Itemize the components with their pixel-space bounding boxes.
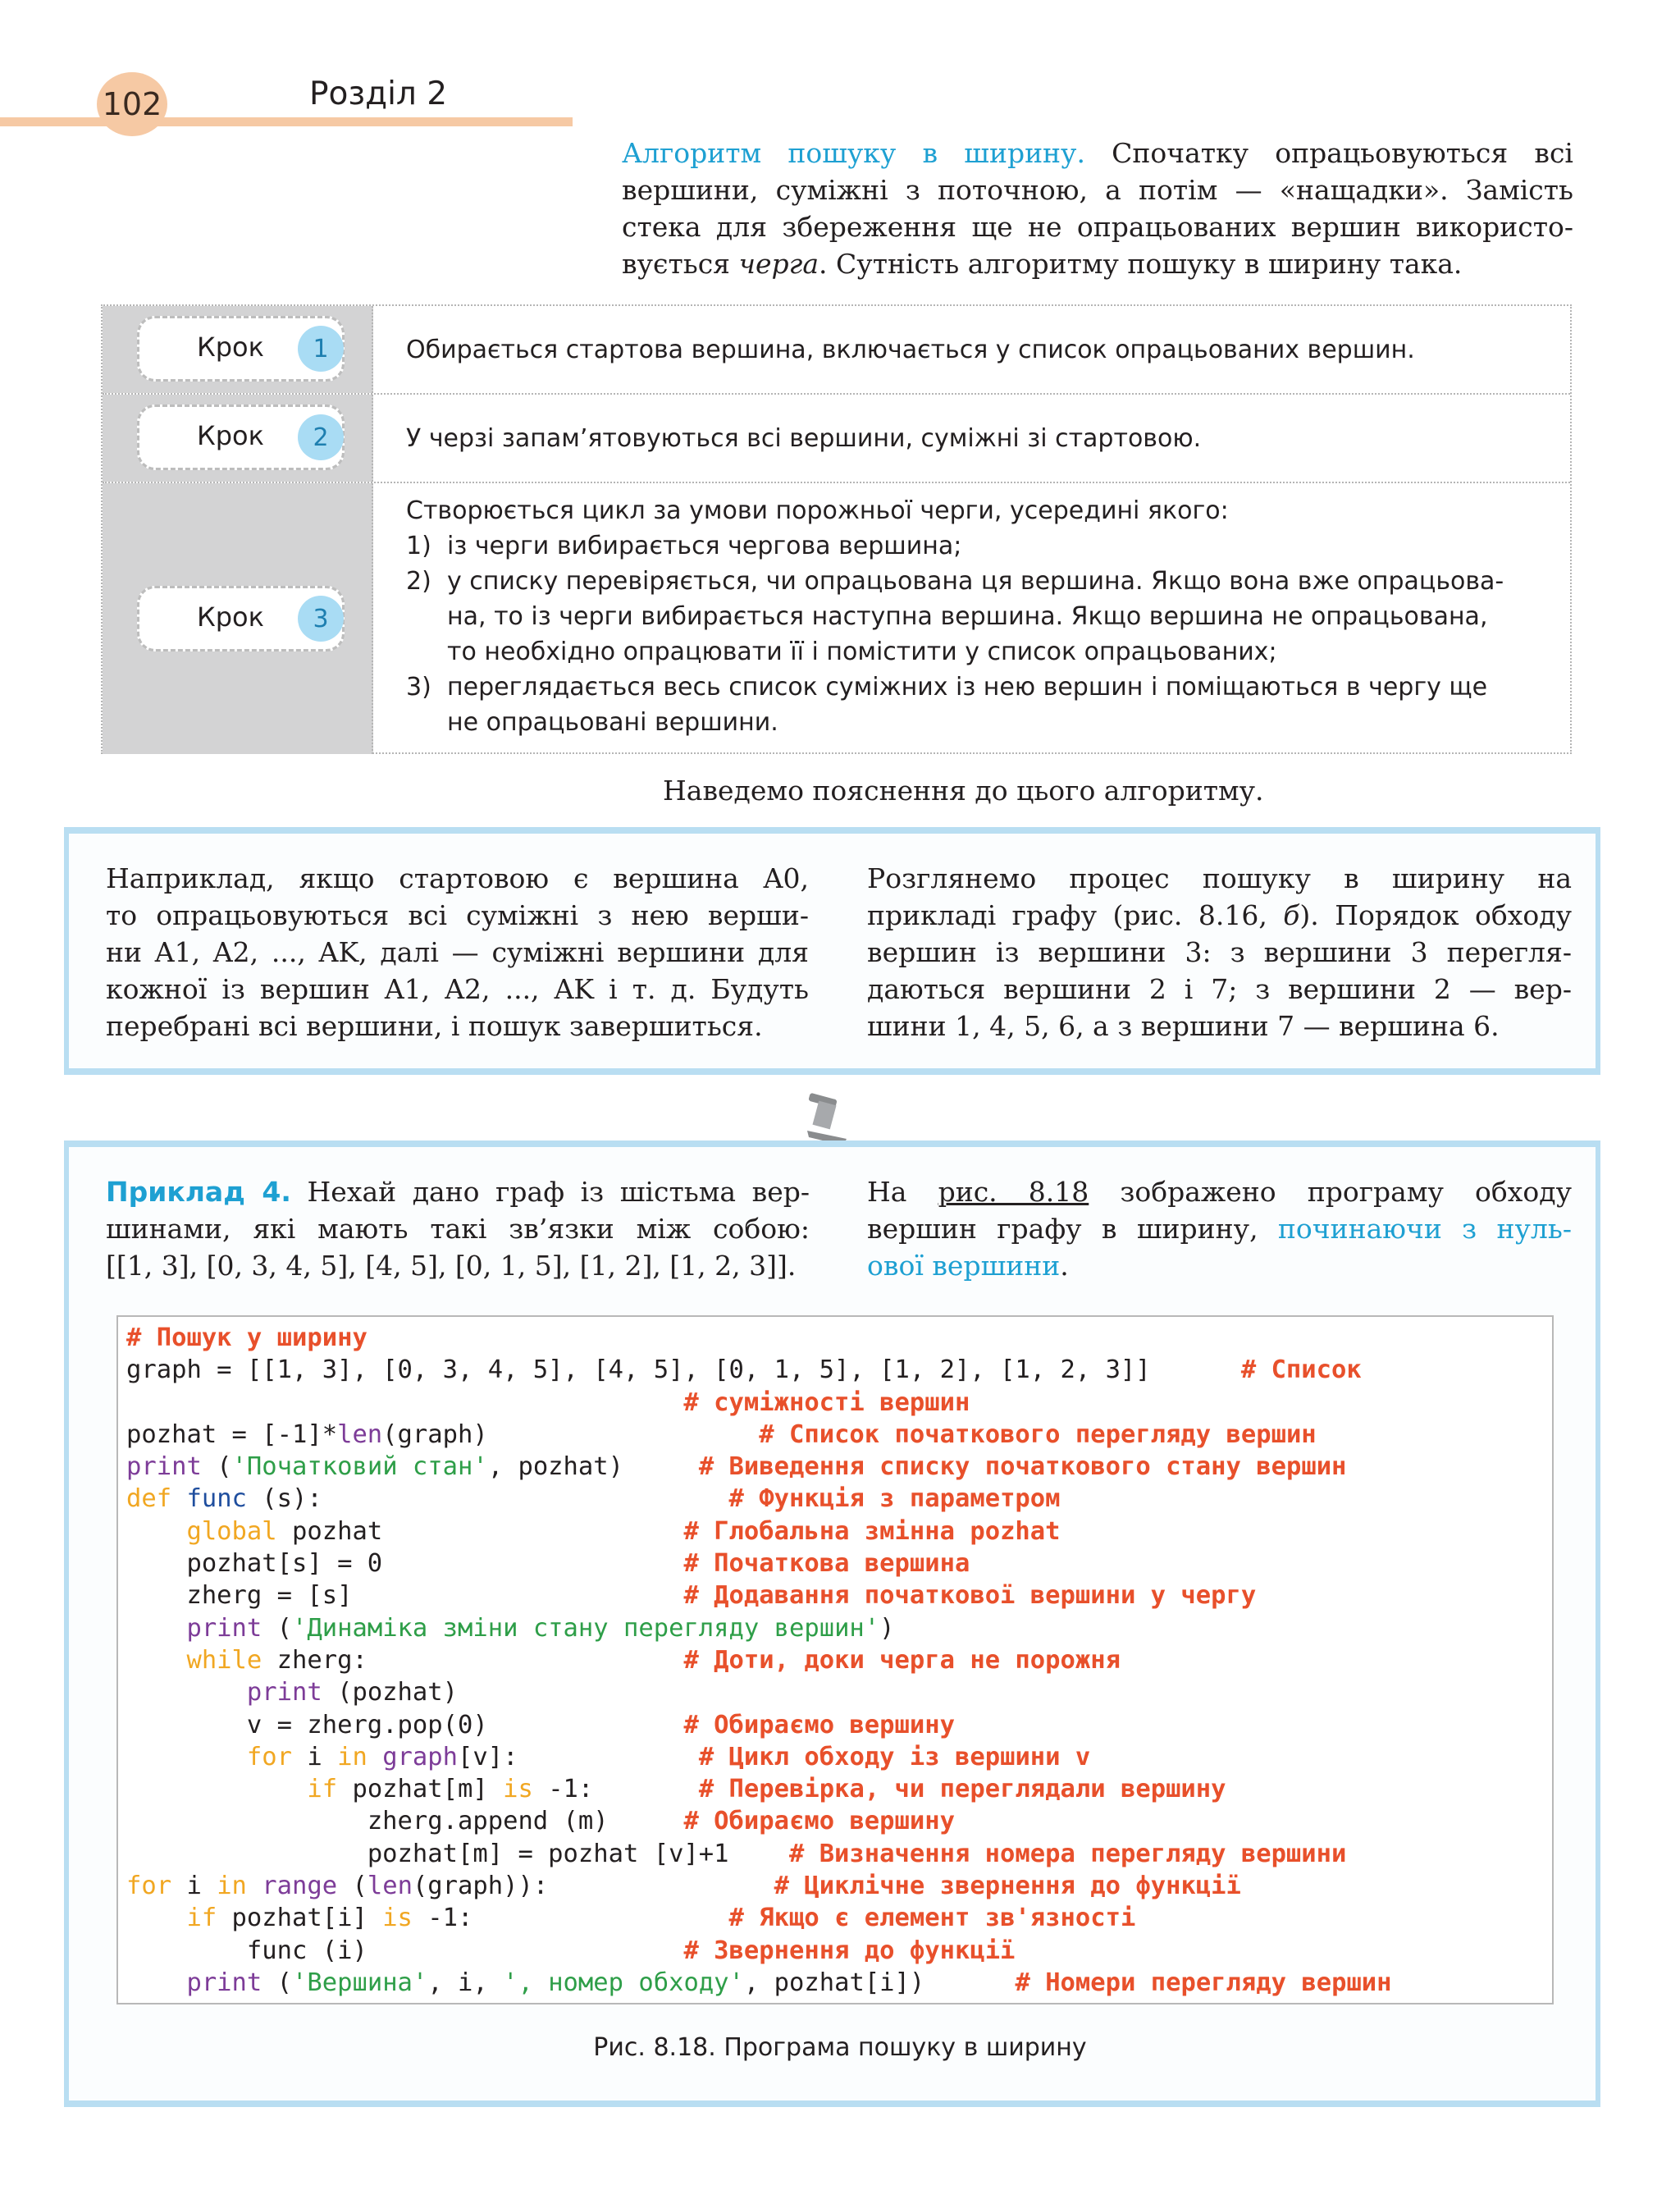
step-badge: Крок 1 [137,316,345,382]
step-number: 3 [298,596,344,642]
step-row-1 [103,306,1570,395]
step-text: Обирається стартова вершина, включається у список опрацьованих вершин. [406,336,1415,364]
figure-caption: Рис. 8.18. Програма пошуку в ширину [593,2033,1087,2062]
step-text: У черзі запам’ятовуються всі вершини, суміжні зі стартовою. [406,424,1202,453]
code-listing [116,1315,1554,2004]
example-right-column: На рис. 8.18 зображено програму обходу вершин графу в ширину, починаючи з нуль- ової вершини. [867,1176,1573,1282]
explanation-box [64,827,1600,1075]
code-text: # Пошук у ширину graph = [[1, 3], [0, 3, 4, 5], [4, 5], [0, 1, 5], [1, 2], [1, 2, 3]] # Список # суміжності вершин pozhat = [-1]*len(graph) # Список початкового перегляду вершин print ('Початковий стан', pozhat) # Виведення списку початкового стану вершин def func (s): # Функція з параметром global pozhat # Глобальна змінна pozhat pozhat[s] = 0 # Початкова вершина zherg = [s] # Додавання початкової вершини у чергу print ('Динаміка зміни стану перегляду вершин') while zherg: # Доти, доки черга не порожня print (pozhat) v = zherg.pop(0) # Обираємо вершину for i in graph[v]: # Цикл обходу із вершини v if pozhat[m] is -1: # Перевірка, чи переглядали вершину zherg.append (m) # Обираємо вершину pozhat[m] = pozhat [v]+1 # Визначення номера перегляду вершини for i in range (len(graph)): # Циклічне звернення до функції if pozhat[i] is -1: # Якщо є елемент зв'язності func (i) # Звернення до функції print ('Вершина', i, ', номер обходу', pozhat[i]) # Номери перегляду вершин [126,1323,1392,1997]
chapter-title: Розділ 2 [309,75,448,112]
header-bar [0,117,573,126]
page-number: 102 [97,72,167,136]
figure-reference[interactable]: рис. 8.18 [938,1176,1089,1208]
example-title: Приклад 4. [106,1176,291,1208]
step-number: 1 [298,326,344,372]
step-row-2 [103,395,1570,483]
step-number: 2 [298,414,344,460]
example-left-column: Приклад 4. Нехай дано граф із шістьма вер- шинами, які мають такі зв’язки між собою: [[1, 3], [0, 3, 4, 5], [4, 5], [0, 1, 5], [1, 2], [1, 2, 3]]. [106,1176,810,1282]
explanation-right-column: Розглянемо процес пошуку в ширину на прикладі графу (рис. 8.16, б). Порядок обходу вершин із вершини 3: з вершини 3 перегля- даються вершини 2 і 7; з вершини 2 — вер- шини 1, 4, 5, 6, а з вершини 7 — вершина 6. [867,862,1572,1042]
step-row-3 [103,483,1570,754]
intro-term: Алгоритм пошуку в ширину. [622,137,1085,169]
list-item: 1) із черги вибирається чергова вершина; [406,532,962,560]
list-item: 2) у списку перевіряється, чи опрацьована ця вершина. Якщо вона вже опрацьова- на, то із черги вибирається наступна вершина. Якщо вершина не опрацьована, то необхідно опрацювати її і помістити у список опрацьованих; [406,567,1504,666]
step-text: Створюється цикл за умови порожньої черги, усередині якого: 1) із черги вибирається чергова вершина; 2) у списку перевіряється, чи опрацьована ця вершина. Якщо вона вже опрацьова- на, то із черги вибирається наступна вершина. Якщо вершина не опрацьована, то необхідно опрацювати її і помістити у список опрацьованих; 3) переглядається весь список суміжних із нею вершин і поміщаються в чергу ще не опрацьовані вершини. [406,493,1554,740]
steps-table [101,304,1572,754]
step-badge: Крок 3 [137,586,345,651]
explanation-lead: Наведемо пояснення до цього алгоритму. [663,775,1264,807]
explanation-left-column: Наприклад, якщо стартовою є вершина A0, то опрацьовуються всі суміжні з нею верши- ни A1, A2, ..., AK, далі — суміжні вершини для кожної із вершин A1, A2, ..., AK і т. д. Будуть перебрані всі вершини, і пошук завершиться. [106,862,809,1042]
step-badge: Крок 2 [137,405,345,470]
intro-paragraph: Алгоритм пошуку в ширину. Спочатку опрацьовуються всі вершини, суміжні з поточною, а потім — «нащадки». Замість стека для збереження ще не опрацьованих вершин використо- вується черга. Сутність алгоритму пошуку в ширину така. [622,137,1573,280]
list-item: 3) переглядається весь список суміжних із нею вершин і поміщаються в чергу ще не опрацьовані вершини. [406,673,1488,737]
